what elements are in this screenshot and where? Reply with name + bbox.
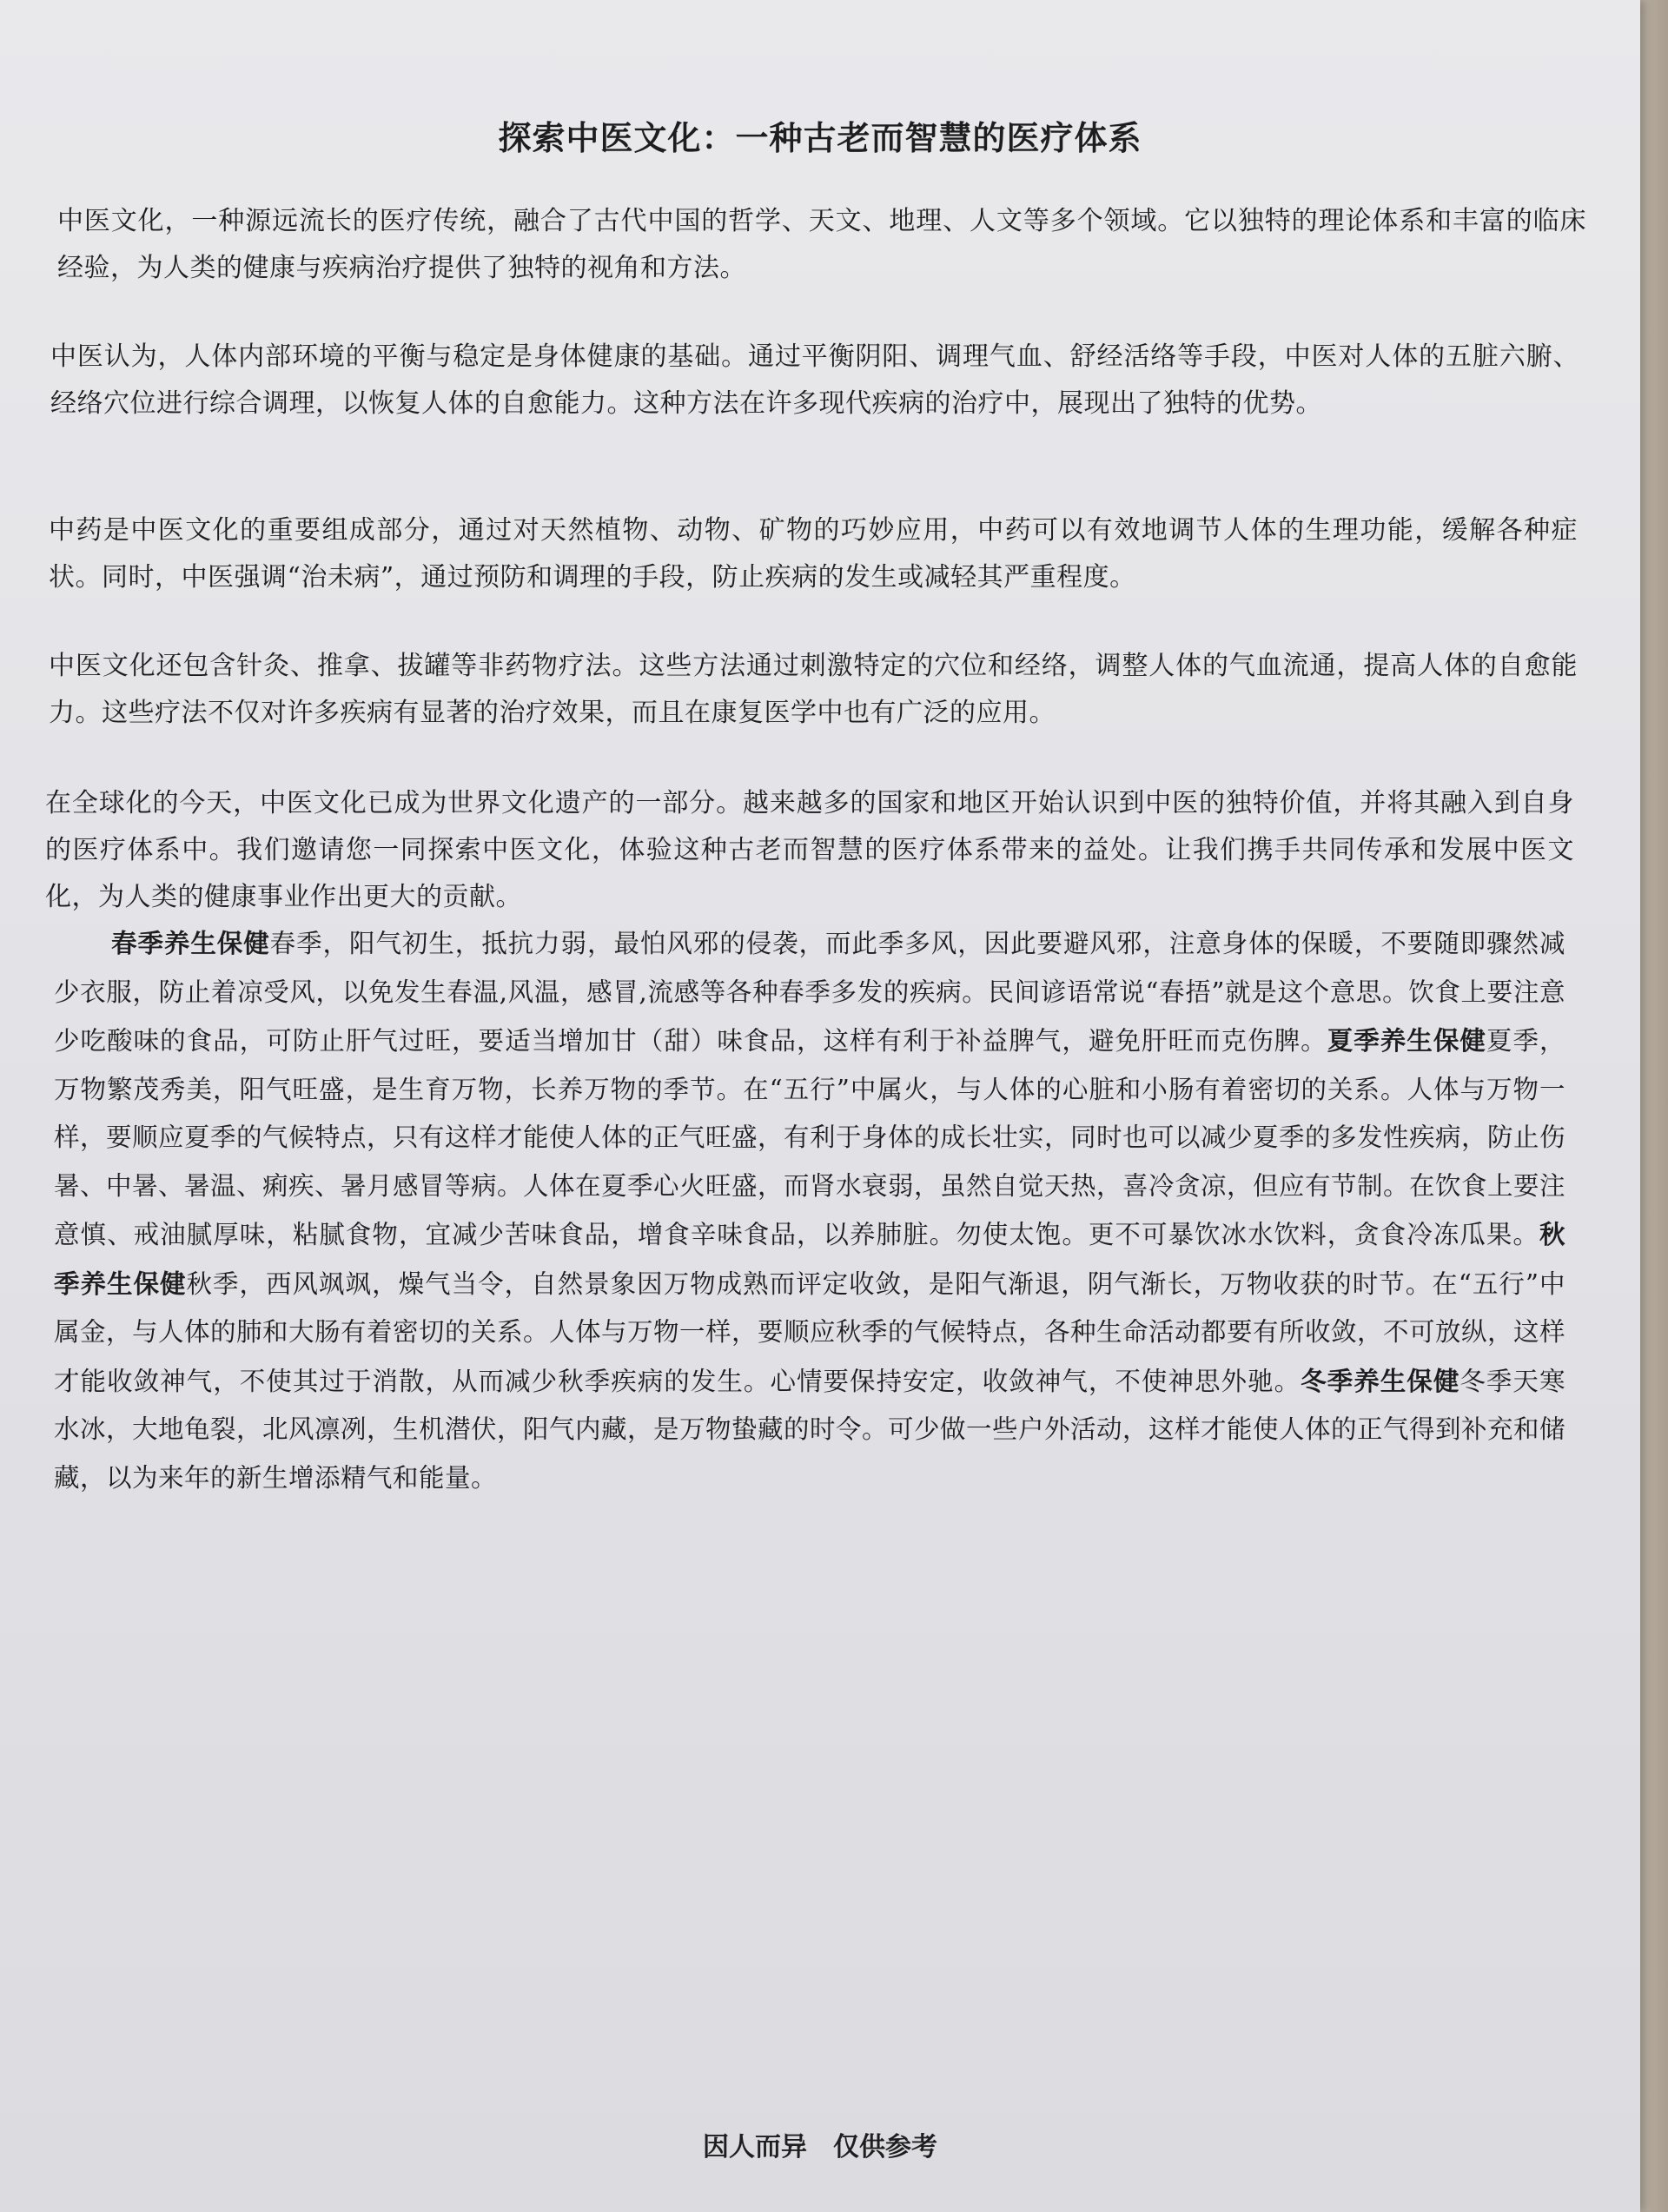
paragraph-seasonal-health — [54, 919, 1565, 1502]
spring-heading: 春季养生保健 — [111, 928, 270, 958]
summer-heading: 夏季养生保健 — [1327, 1025, 1486, 1056]
footer-note-left: 因人而异 — [703, 2132, 807, 2162]
paragraph-herbal-medicine: 中药是中医文化的重要组成部分，通过对天然植物、动物、矿物的巧妙应用，中药可以有效地调节人体的生理功能，缓解各种症状。同时，中医强调“治未病”，通过预防和调理的手段，防止疾病的发生或减轻其严重程度。 — [49, 515, 1578, 593]
paragraph-intro: 中医文化，一种源远流长的医疗传统，融合了古代中国的哲学、天文、地理、人文等多个领域。它以独特的理论体系和丰富的临床经验，为人类的健康与疾病治疗提供了独特的视角和方法。 — [57, 206, 1586, 283]
autumn-text: 秋季，西风飒飒，燥气当令，自然景象因万物成熟而评定收敛，是阳气渐退，阴气渐长，万物收获的时节。在“五行”中属金，与人体的肺和大肠有着密切的关系。人体与万物一样，要顺应秋季的气候特点，各种生命活动都要有所收敛，不可放纵，这样才能收敛神气，不使其过于消散，从而减少秋季疾病的发生。心情要保持安定，收敛神气，不使神思外驰。 — [54, 1268, 1566, 1396]
summer-text: 夏季，万物繁茂秀美，阳气旺盛，是生育万物，长养万物的季节。在“五行”中属火，与人体的心脏和小肠有着密切的关系。人体与万物一样，要顺应夏季的气候特点，只有这样才能使人体的正气旺盛，有利于身体的成长壮实，同时也可以减少夏季的多发性疾病，防止伤暑、中暑、暑温、痢疾、暑月感冒等病。人体在夏季心火旺盛，而肾水衰弱，虽然自觉天热，喜冷贪凉，但应有节制。在饮食上要注意慎、戒油腻厚味，粘腻食物，宜减少苦味食品，增食辛味食品，以养肺脏。勿使太饱。更不可暴饮冰水饮料，贪食冷冻瓜果。 — [54, 1026, 1566, 1249]
winter-heading: 冬季养生保健 — [1301, 1365, 1460, 1396]
paragraph-globalization: 在全球化的今天，中医文化已成为世界文化遗产的一部分。越来越多的国家和地区开始认识到中医的独特价值，并将其融入到自身的医疗体系中。我们邀请您一同探索中医文化，体验这种古老而智慧的医疗体系带来的益处。让我们携手共同传承和发展中医文化，为人类的健康事业作出更大的贡献。 — [45, 788, 1574, 912]
winter-text: 冬季天寒水冰，大地龟裂，北风凛冽，生机潜伏，阳气内藏，是万物蛰藏的时令。可少做一些户外活动，这样才能使人体的正气得到补充和储藏，以为来年的新生增添精气和能量。 — [54, 1366, 1566, 1493]
autumn-heading: 秋季养生保健 — [54, 1219, 1565, 1299]
paragraph-therapies: 中医文化还包含针灸、推拿、拔罐等非药物疗法。这些方法通过刺激特定的穴位和经络，调整人体的气血流通，提高人体的自愈能力。这些疗法不仅对许多疾病有显著的治疗效果，而且在康复医学中也有广泛的应用。 — [49, 651, 1578, 728]
footer-note-right: 仅供参考 — [833, 2132, 937, 2162]
document-title: 探索中医文化：一种古老而智慧的医疗体系 — [498, 118, 1142, 157]
paragraph-balance: 中医认为，人体内部环境的平衡与稳定是身体健康的基础。通过平衡阴阳、调理气血、舒经活络等手段，中医对人体的五脏六腑、经络穴位进行综合调理，以恢复人体的自愈能力。这种方法在许多现代疾病的治疗中，展现出了独特的优势。 — [50, 341, 1579, 419]
footer-disclaimer — [0, 2125, 1640, 2163]
spring-text: 春季，阳气初生，抵抗力弱，最怕风邪的侵袭，而此季多风，因此要避风邪，注意身体的保暖，不要随即骤然减少衣服，防止着凉受风，以免发生春温,风温，感冒,流感等各种春季多发的疾病。民间谚语常说“春捂”就是这个意思。饮食上要注意少吃酸味的食品，可防止肝气过旺，要适当增加甘（甜）味食品，这样有利于补益脾气，避免肝旺而克伤脾。 — [54, 929, 1565, 1056]
